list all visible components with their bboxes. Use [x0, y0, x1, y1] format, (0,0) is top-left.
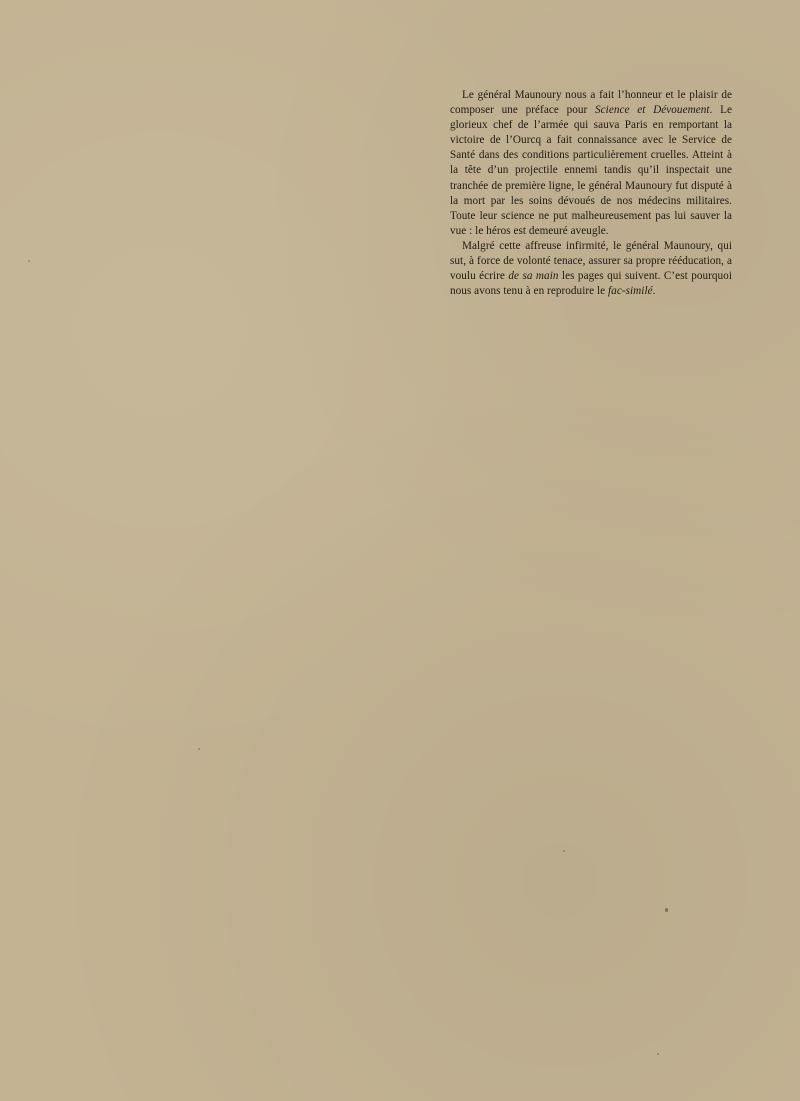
- paragraph-1-text-a: Le général Maunoury nous a fait l’honneur et le plaisir de composer une préface pour: [450, 89, 732, 117]
- book-title-italic: Science et Dévouement: [595, 104, 710, 117]
- paragraph-1: [450, 88, 732, 239]
- de-sa-main-italic: de sa main: [508, 270, 559, 283]
- paper-speck: [657, 1053, 659, 1055]
- paper-speck: [198, 748, 200, 750]
- paragraph-2: [450, 239, 732, 299]
- paper-speck: [28, 260, 30, 262]
- paper-speck: [563, 850, 565, 852]
- paragraph-2-text-c: .: [652, 285, 656, 298]
- fac-simile-italic: fac-similé: [608, 285, 653, 298]
- paragraph-2-text-a: Malgré cette affreuse infirmité, le général Maunoury, qui sut, à force de volonté tenace, assurer sa propre rééducation, a voulu écrire: [450, 239, 732, 283]
- paragraph-1-text-b: . Le glorieux chef de l’armée qui sauva Paris en remportant la victoire de l’Ourcq a fait connaissance avec le Service de Santé dans des conditions particulièrement cruelles. Atteint à la tête d’un projectile ennemi tandis qu’il inspectait une tranchée de première ligne, le général Maunoury fut disputé à la mort par les soins dévoués de nos médecins militaires. Toute leur science ne put malheureusement pas lui sauver la vue : le héros est demeuré aveugle.: [450, 104, 732, 237]
- paragraph-2-text-b: les pages qui suivent. C’est pourquoi nous avons tenu à en reproduire le: [450, 270, 732, 298]
- preface-text-block: [450, 88, 732, 299]
- paper-speck: [665, 908, 668, 912]
